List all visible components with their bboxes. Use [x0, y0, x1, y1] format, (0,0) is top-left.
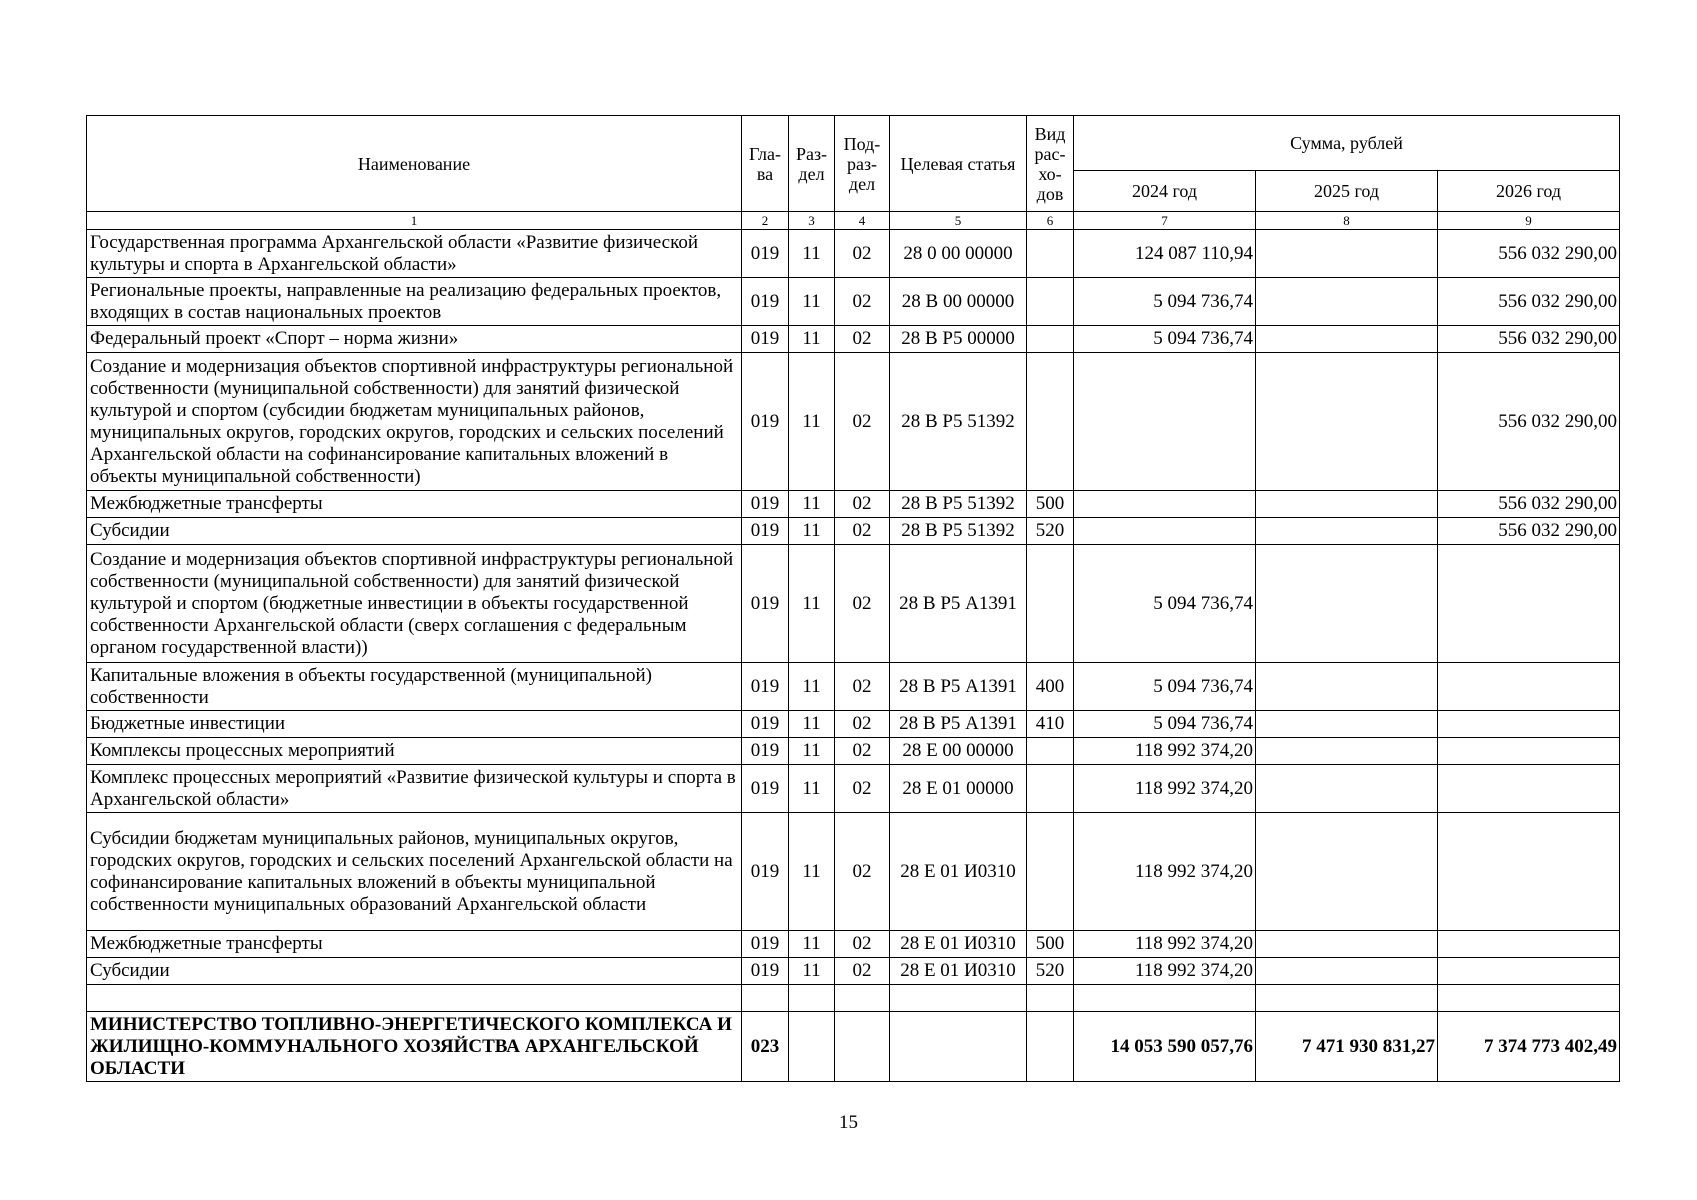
row-amount-2026: 556 032 290,00 [1438, 326, 1620, 353]
row-expense-type [1027, 278, 1074, 326]
row-amount-2025 [1256, 985, 1438, 1012]
row-amount-2026: 556 032 290,00 [1438, 230, 1620, 278]
row-name: Создание и модернизация объектов спортивной инфраструктуры региональной собственности (муниципальной собственности) для занятий физической культурой и спортом (бюджетные инвестиции в объекты государственной собственности Архангельской области (сверх соглашения с федеральным органом государственной власти)) [87, 545, 742, 663]
table-body [87, 230, 1620, 1082]
row-expense-type: 400 [1027, 663, 1074, 711]
row-podrazdel: 02 [835, 326, 890, 353]
row-razdel: 11 [789, 663, 835, 711]
row-amount-2024 [1074, 491, 1256, 518]
row-podrazdel: 02 [835, 958, 890, 985]
row-name: Субсидии [87, 518, 742, 545]
row-podrazdel: 02 [835, 518, 890, 545]
header-sum: Сумма, рублей [1074, 116, 1620, 171]
column-number: 8 [1256, 212, 1438, 230]
page-number: 15 [839, 1112, 858, 1133]
row-podrazdel: 02 [835, 545, 890, 663]
row-target-article: 28 В Р5 51392 [890, 518, 1027, 545]
row-amount-2024: 118 992 374,20 [1074, 738, 1256, 765]
header-expense-type: Вид рас-хо-дов [1027, 116, 1074, 212]
row-amount-2026 [1438, 711, 1620, 738]
row-name: Государственная программа Архангельской области «Развитие физической культуры и спорта в Архангельской области» [87, 230, 742, 278]
row-amount-2024: 5 094 736,74 [1074, 326, 1256, 353]
row-name: Межбюджетные трансферты [87, 931, 742, 958]
row-amount-2024 [1074, 518, 1256, 545]
row-amount-2024: 5 094 736,74 [1074, 278, 1256, 326]
row-podrazdel: 02 [835, 738, 890, 765]
row-amount-2025 [1256, 931, 1438, 958]
row-glava: 019 [742, 765, 789, 813]
column-number: 1 [87, 212, 742, 230]
row-target-article: 28 Е 01 И0310 [890, 931, 1027, 958]
table-row [87, 931, 1620, 958]
header-glava: Гла-ва [742, 116, 789, 212]
row-amount-2026 [1438, 545, 1620, 663]
row-amount-2026 [1438, 985, 1620, 1012]
row-amount-2025 [1256, 738, 1438, 765]
row-razdel: 11 [789, 931, 835, 958]
header-name: Наименование [87, 116, 742, 212]
row-amount-2025 [1256, 326, 1438, 353]
row-razdel: 11 [789, 326, 835, 353]
row-name: Комплекс процессных мероприятий «Развитие физической культуры и спорта в Архангельской области» [87, 765, 742, 813]
row-glava: 019 [742, 813, 789, 931]
row-expense-type: 500 [1027, 931, 1074, 958]
table-row [87, 353, 1620, 491]
row-glava [742, 985, 789, 1012]
row-amount-2024 [1074, 985, 1256, 1012]
row-razdel [789, 985, 835, 1012]
row-name: Субсидии бюджетам муниципальных районов, муниципальных округов, городских округов, городских и сельских поселений Архангельской области на софинансирование капитальных вложений в объекты муниципальной собственности муниципальных образований Архангельской области [87, 813, 742, 931]
row-razdel: 11 [789, 353, 835, 491]
row-amount-2024: 5 094 736,74 [1074, 663, 1256, 711]
row-podrazdel: 02 [835, 353, 890, 491]
header-podrazdel: Под-раз-дел [835, 116, 890, 212]
row-glava: 019 [742, 663, 789, 711]
row-podrazdel: 02 [835, 813, 890, 931]
row-amount-2024: 118 992 374,20 [1074, 958, 1256, 985]
table-header [87, 116, 1620, 230]
row-target-article: 28 В 00 00000 [890, 278, 1027, 326]
row-target-article: 28 В Р5 51392 [890, 491, 1027, 518]
row-podrazdel: 02 [835, 711, 890, 738]
table-row [87, 711, 1620, 738]
row-razdel: 11 [789, 491, 835, 518]
row-amount-2025 [1256, 545, 1438, 663]
row-glava: 023 [742, 1012, 789, 1082]
column-number: 4 [835, 212, 890, 230]
row-expense-type: 520 [1027, 958, 1074, 985]
row-razdel: 11 [789, 518, 835, 545]
row-target-article: 28 В Р5 А1391 [890, 545, 1027, 663]
column-number: 3 [789, 212, 835, 230]
table-row [87, 326, 1620, 353]
column-number: 9 [1438, 212, 1620, 230]
row-name: Капитальные вложения в объекты государственной (муниципальной) собственности [87, 663, 742, 711]
table-row [87, 1012, 1620, 1082]
column-number: 5 [890, 212, 1027, 230]
row-amount-2024: 5 094 736,74 [1074, 545, 1256, 663]
row-target-article: 28 В Р5 00000 [890, 326, 1027, 353]
row-amount-2026: 7 374 773 402,49 [1438, 1012, 1620, 1082]
row-glava: 019 [742, 738, 789, 765]
row-glava: 019 [742, 545, 789, 663]
row-amount-2024: 14 053 590 057,76 [1074, 1012, 1256, 1082]
table-row [87, 985, 1620, 1012]
row-amount-2025 [1256, 663, 1438, 711]
row-podrazdel: 02 [835, 230, 890, 278]
header-year-2026: 2026 год [1438, 171, 1620, 212]
row-amount-2025 [1256, 958, 1438, 985]
row-expense-type [1027, 765, 1074, 813]
row-target-article: 28 Е 00 00000 [890, 738, 1027, 765]
row-amount-2026 [1438, 663, 1620, 711]
row-amount-2025 [1256, 813, 1438, 931]
row-razdel: 11 [789, 278, 835, 326]
row-glava: 019 [742, 230, 789, 278]
table-row [87, 738, 1620, 765]
row-razdel: 11 [789, 230, 835, 278]
row-podrazdel: 02 [835, 931, 890, 958]
row-amount-2026: 556 032 290,00 [1438, 491, 1620, 518]
row-razdel: 11 [789, 545, 835, 663]
column-number: 2 [742, 212, 789, 230]
row-podrazdel: 02 [835, 278, 890, 326]
row-razdel: 11 [789, 765, 835, 813]
row-expense-type: 500 [1027, 491, 1074, 518]
header-year-2024: 2024 год [1074, 171, 1256, 212]
row-expense-type: 520 [1027, 518, 1074, 545]
table-row [87, 491, 1620, 518]
row-name: Субсидии [87, 958, 742, 985]
row-amount-2026: 556 032 290,00 [1438, 518, 1620, 545]
row-target-article: 28 В Р5 А1391 [890, 663, 1027, 711]
row-target-article: 28 Е 01 00000 [890, 765, 1027, 813]
table-row [87, 545, 1620, 663]
row-target-article: 28 Е 01 И0310 [890, 813, 1027, 931]
row-amount-2025 [1256, 353, 1438, 491]
row-glava: 019 [742, 518, 789, 545]
row-glava: 019 [742, 711, 789, 738]
header-year-2025: 2025 год [1256, 171, 1438, 212]
row-razdel: 11 [789, 958, 835, 985]
header-razdel: Раз-дел [789, 116, 835, 212]
row-expense-type [1027, 353, 1074, 491]
row-podrazdel [835, 985, 890, 1012]
table-row [87, 958, 1620, 985]
row-glava: 019 [742, 353, 789, 491]
row-glava: 019 [742, 958, 789, 985]
row-expense-type [1027, 545, 1074, 663]
row-amount-2025 [1256, 230, 1438, 278]
row-glava: 019 [742, 326, 789, 353]
table-row [87, 663, 1620, 711]
row-amount-2025 [1256, 518, 1438, 545]
row-glava: 019 [742, 278, 789, 326]
budget-table [86, 115, 1620, 1082]
row-amount-2024: 118 992 374,20 [1074, 765, 1256, 813]
table-row [87, 813, 1620, 931]
row-target-article: 28 Е 01 И0310 [890, 958, 1027, 985]
row-amount-2024: 124 087 110,94 [1074, 230, 1256, 278]
row-amount-2025 [1256, 765, 1438, 813]
row-amount-2025 [1256, 711, 1438, 738]
row-razdel [789, 1012, 835, 1082]
row-expense-type [1027, 1012, 1074, 1082]
table-row [87, 278, 1620, 326]
row-podrazdel [835, 1012, 890, 1082]
row-name: Межбюджетные трансферты [87, 491, 742, 518]
row-amount-2024 [1074, 353, 1256, 491]
row-amount-2026: 556 032 290,00 [1438, 278, 1620, 326]
row-target-article [890, 1012, 1027, 1082]
row-name: МИНИСТЕРСТВО ТОПЛИВНО-ЭНЕРГЕТИЧЕСКОГО КОМПЛЕКСА И ЖИЛИЩНО-КОММУНАЛЬНОГО ХОЗЯЙСТВА АРХАНГЕЛЬСКОЙ ОБЛАСТИ [87, 1012, 742, 1082]
row-glava: 019 [742, 491, 789, 518]
row-name: Бюджетные инвестиции [87, 711, 742, 738]
header-target-article: Целевая статья [890, 116, 1027, 212]
row-name [87, 985, 742, 1012]
row-expense-type [1027, 326, 1074, 353]
row-amount-2026: 556 032 290,00 [1438, 353, 1620, 491]
row-expense-type [1027, 230, 1074, 278]
row-podrazdel: 02 [835, 765, 890, 813]
row-amount-2025: 7 471 930 831,27 [1256, 1012, 1438, 1082]
row-amount-2025 [1256, 491, 1438, 518]
row-target-article: 28 0 00 00000 [890, 230, 1027, 278]
column-number: 6 [1027, 212, 1074, 230]
row-amount-2026 [1438, 813, 1620, 931]
row-target-article: 28 В Р5 51392 [890, 353, 1027, 491]
row-name: Комплексы процессных мероприятий [87, 738, 742, 765]
row-amount-2024: 118 992 374,20 [1074, 931, 1256, 958]
row-amount-2025 [1256, 278, 1438, 326]
row-amount-2024: 118 992 374,20 [1074, 813, 1256, 931]
row-expense-type [1027, 813, 1074, 931]
column-number: 7 [1074, 212, 1256, 230]
table-row [87, 230, 1620, 278]
row-amount-2026 [1438, 765, 1620, 813]
row-amount-2026 [1438, 931, 1620, 958]
row-razdel: 11 [789, 813, 835, 931]
row-target-article [890, 985, 1027, 1012]
row-name: Создание и модернизация объектов спортивной инфраструктуры региональной собственности (муниципальной собственности) для занятий физической культурой и спортом (субсидии бюджетам муниципальных районов, муниципальных округов, городских округов, городских и сельских поселений Архангельской области на софинансирование капитальных вложений в объекты муниципальной собственности) [87, 353, 742, 491]
row-glava: 019 [742, 931, 789, 958]
column-number-row [87, 212, 1620, 230]
row-name: Региональные проекты, направленные на реализацию федеральных проектов, входящих в состав национальных проектов [87, 278, 742, 326]
table-row [87, 518, 1620, 545]
row-amount-2026 [1438, 738, 1620, 765]
row-razdel: 11 [789, 738, 835, 765]
row-amount-2024: 5 094 736,74 [1074, 711, 1256, 738]
row-amount-2026 [1438, 958, 1620, 985]
row-expense-type [1027, 738, 1074, 765]
row-podrazdel: 02 [835, 491, 890, 518]
row-expense-type: 410 [1027, 711, 1074, 738]
row-razdel: 11 [789, 711, 835, 738]
table-row [87, 765, 1620, 813]
row-podrazdel: 02 [835, 663, 890, 711]
row-expense-type [1027, 985, 1074, 1012]
row-target-article: 28 В Р5 А1391 [890, 711, 1027, 738]
row-name: Федеральный проект «Спорт – норма жизни» [87, 326, 742, 353]
